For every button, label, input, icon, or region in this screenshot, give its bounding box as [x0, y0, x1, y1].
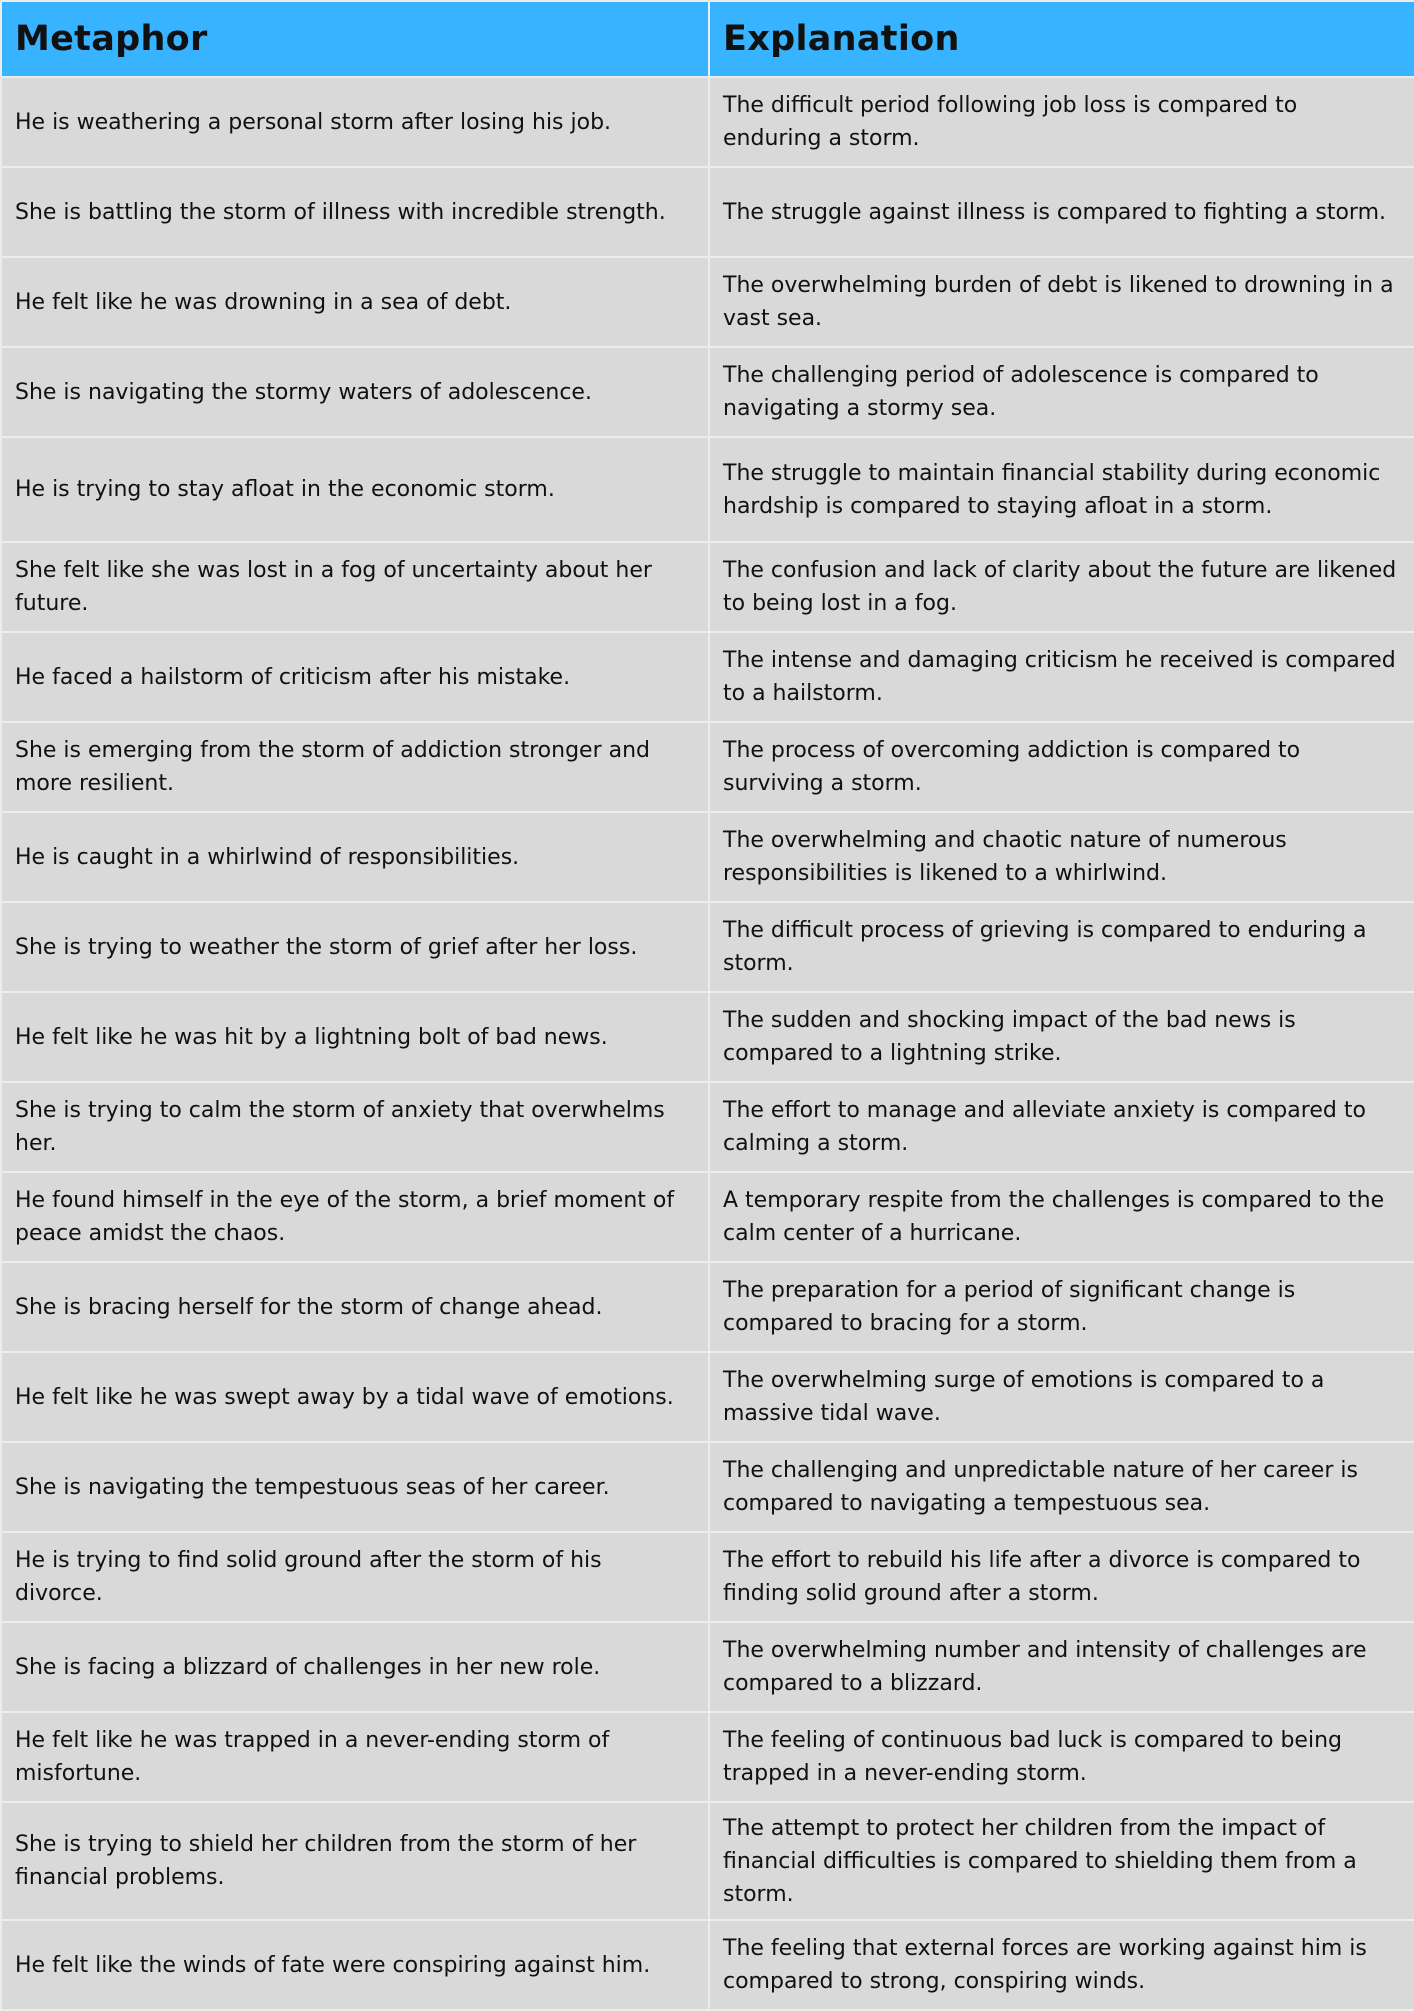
explanation-cell: The difficult period following job loss is compared to enduring a storm. [709, 77, 1414, 167]
explanation-cell: The struggle to maintain financial stability during economic hardship is compared to staying afloat in a storm. [709, 437, 1414, 542]
table-row [1, 77, 1414, 167]
metaphor-cell: He is caught in a whirlwind of responsibilities. [1, 812, 709, 902]
table-row [1, 1172, 1414, 1262]
table-row [1, 812, 1414, 902]
table-header [1, 1, 1414, 77]
metaphor-cell: She felt like she was lost in a fog of uncertainty about her future. [1, 542, 709, 632]
metaphor-cell: She is navigating the stormy waters of adolescence. [1, 347, 709, 437]
table-row [1, 1802, 1414, 1920]
table-row [1, 347, 1414, 437]
metaphor-cell: She is navigating the tempestuous seas of her career. [1, 1442, 709, 1532]
header-row [1, 1, 1414, 77]
metaphor-cell: She is trying to calm the storm of anxiety that overwhelms her. [1, 1082, 709, 1172]
explanation-cell: The effort to manage and alleviate anxiety is compared to calming a storm. [709, 1082, 1414, 1172]
explanation-cell: The overwhelming surge of emotions is compared to a massive tidal wave. [709, 1352, 1414, 1442]
explanation-cell: A temporary respite from the challenges is compared to the calm center of a hurricane. [709, 1172, 1414, 1262]
metaphor-cell: She is trying to shield her children from the storm of her financial problems. [1, 1802, 709, 1920]
metaphor-cell: He is trying to find solid ground after the storm of his divorce. [1, 1532, 709, 1622]
explanation-cell: The attempt to protect her children from the impact of financial difficulties is compared to shielding them from a storm. [709, 1802, 1414, 1920]
explanation-cell: The confusion and lack of clarity about the future are likened to being lost in a fog. [709, 542, 1414, 632]
explanation-cell: The challenging period of adolescence is compared to navigating a stormy sea. [709, 347, 1414, 437]
metaphor-cell: He felt like the winds of fate were conspiring against him. [1, 1920, 709, 2010]
table-body [1, 77, 1414, 2010]
explanation-cell: The feeling that external forces are working against him is compared to strong, conspiring winds. [709, 1920, 1414, 2010]
explanation-cell: The effort to rebuild his life after a divorce is compared to finding solid ground after a storm. [709, 1532, 1414, 1622]
table-row [1, 167, 1414, 257]
metaphor-cell: He found himself in the eye of the storm, a brief moment of peace amidst the chaos. [1, 1172, 709, 1262]
metaphor-cell: He faced a hailstorm of criticism after his mistake. [1, 632, 709, 722]
table-row [1, 1442, 1414, 1532]
explanation-cell: The challenging and unpredictable nature of her career is compared to navigating a tempestuous sea. [709, 1442, 1414, 1532]
explanation-cell: The preparation for a period of significant change is compared to bracing for a storm. [709, 1262, 1414, 1352]
table-row [1, 1082, 1414, 1172]
explanation-cell: The difficult process of grieving is compared to enduring a storm. [709, 902, 1414, 992]
metaphor-cell: She is trying to weather the storm of grief after her loss. [1, 902, 709, 992]
table-row [1, 1352, 1414, 1442]
table-row [1, 902, 1414, 992]
metaphor-cell: She is bracing herself for the storm of change ahead. [1, 1262, 709, 1352]
metaphor-cell: She is battling the storm of illness with incredible strength. [1, 167, 709, 257]
table-row [1, 992, 1414, 1082]
column-header-metaphor: Metaphor [1, 1, 709, 77]
metaphor-cell: He felt like he was drowning in a sea of debt. [1, 257, 709, 347]
explanation-cell: The struggle against illness is compared to fighting a storm. [709, 167, 1414, 257]
explanation-cell: The feeling of continuous bad luck is compared to being trapped in a never-ending storm. [709, 1712, 1414, 1802]
metaphor-cell: He felt like he was swept away by a tidal wave of emotions. [1, 1352, 709, 1442]
metaphor-cell: He felt like he was trapped in a never-ending storm of misfortune. [1, 1712, 709, 1802]
metaphor-cell: He is weathering a personal storm after losing his job. [1, 77, 709, 167]
table-row [1, 1920, 1414, 2010]
explanation-cell: The overwhelming burden of debt is likened to drowning in a vast sea. [709, 257, 1414, 347]
explanation-cell: The intense and damaging criticism he received is compared to a hailstorm. [709, 632, 1414, 722]
explanation-cell: The sudden and shocking impact of the bad news is compared to a lightning strike. [709, 992, 1414, 1082]
metaphor-cell: He felt like he was hit by a lightning bolt of bad news. [1, 992, 709, 1082]
table-row [1, 1532, 1414, 1622]
table-row [1, 1622, 1414, 1712]
table-row [1, 1262, 1414, 1352]
metaphor-cell: She is emerging from the storm of addiction stronger and more resilient. [1, 722, 709, 812]
metaphor-cell: He is trying to stay afloat in the economic storm. [1, 437, 709, 542]
metaphor-cell: She is facing a blizzard of challenges in her new role. [1, 1622, 709, 1712]
table-row [1, 722, 1414, 812]
table-row [1, 1712, 1414, 1802]
table-row [1, 257, 1414, 347]
explanation-cell: The process of overcoming addiction is compared to surviving a storm. [709, 722, 1414, 812]
explanation-cell: The overwhelming and chaotic nature of numerous responsibilities is likened to a whirlwind. [709, 812, 1414, 902]
explanation-cell: The overwhelming number and intensity of challenges are compared to a blizzard. [709, 1622, 1414, 1712]
table-row [1, 542, 1414, 632]
table-row [1, 632, 1414, 722]
column-header-explanation: Explanation [709, 1, 1414, 77]
table-row [1, 437, 1414, 542]
